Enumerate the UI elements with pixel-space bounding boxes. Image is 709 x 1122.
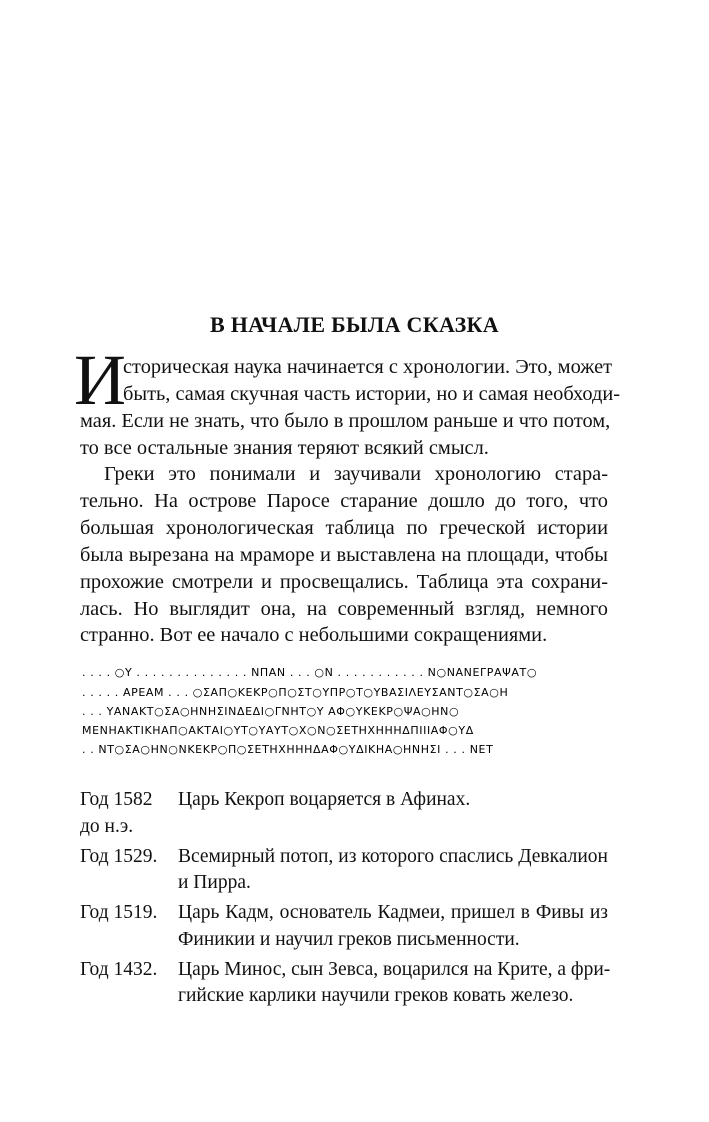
inscription-line-2: . . . . . ΑΡΕΑΜ . . . ○ΣΑΠ○ΚΕΚΡ○Π○ΣΤ○ΥΠΡ○Τ○ΥΒΑΣΙΛΕΥΣΑΝΤ○ΣΑ○Η <box>82 686 509 699</box>
chapter-title: В НАЧАЛЕ БЫЛА СКАЗКА <box>210 312 499 337</box>
event-text-line: Царь Кекроп воцаряется в Афинах. <box>178 789 471 810</box>
event-text-line: Царь Кадм, основатель Кадмеи, пришел в Фивы из <box>178 902 608 923</box>
inscription-line-1: . . . . ○Υ . . . . . . . . . . . . . . ΝΠΑΝ . . . ○Ν . . . . . . . . . . . Ν○ΝΑΝΕΓΡΑΨΑΤ○ <box>82 666 538 679</box>
event-text-line: Финикии и научил греков письменности. <box>178 929 520 950</box>
paragraph-1-line-1: сторическая наука начинается с хронологии. Это, может <box>123 356 613 378</box>
drop-cap: И <box>74 340 126 420</box>
inscription-line-3: . . . ΥΑΝΑΚΤ○ΣΑ○ΗΝΗΣΙΝΔΕΔΙ○ΓΝΗΤ○Υ ΑΦ○ΥΚΕΚΡ○ΨΑ○ΗΝ○ <box>82 705 460 718</box>
inscription-line-5: . . ΝΤ○ΣΑ○ΗΝ○ΝΚΕΚΡ○Π○ΣΕΤΗΧΗΗΗΔΑΦ○ΥΔΙΚΗΑ○ΗΝΗΣΙ . . . ΝΕΤ <box>82 743 494 756</box>
event-text-line: Всемирный потоп, из которого спаслись Девкалион <box>178 846 608 867</box>
paragraph-1-line-4: то все остальные знания теряют всякий смысл. <box>80 437 489 459</box>
event-year: Год 1519. <box>80 902 158 923</box>
paragraph-2-line-6: лась. Но выглядит она, на современный взгляд, немного <box>80 598 608 620</box>
event-text-line: гийские карлики научили греков ковать железо. <box>178 985 574 1006</box>
event-year: Год 1432. <box>80 959 158 980</box>
paragraph-2-line-2: тельно. На острове Паросе старание дошло до того, что <box>80 490 608 512</box>
event-year-note: до н.э. <box>80 816 134 837</box>
inscription-line-4: ΜΕΝΗΑΚΤΙΚΗΑΠ○ΑΚΤΑΙ○ΥΤ○ΥΑΥΤ○Χ○Ν○ΣΕΤΗΧΗΗΗΔΠΙΙΙΑΦ○ΥΔ <box>82 724 474 737</box>
paragraph-2-line-3: большая хронологическая таблица по греческой истории <box>80 517 608 539</box>
event-year: Год 1529. <box>80 846 158 867</box>
paragraph-2-line-4: была вырезана на мраморе и выставлена на площади, чтобы <box>80 544 608 566</box>
event-text-line: и Пирра. <box>178 872 251 893</box>
paragraph-2-line-1: Греки это понимали и заучивали хронологию стара- <box>104 463 608 485</box>
paragraph-1-line-2: быть, самая скучная часть истории, но и самая необходи- <box>123 383 621 405</box>
paragraph-2-line-7: странно. Вот ее начало с небольшими сокращениями. <box>80 624 548 646</box>
paragraph-2-line-5: прохожие смотрели и просвещались. Таблица эта сохрани- <box>80 571 608 593</box>
event-text-line: Царь Минос, сын Зевса, воцарился на Крите, а фри- <box>178 959 611 980</box>
event-year: Год 1582 <box>80 789 153 810</box>
paragraph-1-line-3: мая. Если не знать, что было в прошлом раньше и что потом, <box>80 410 611 432</box>
